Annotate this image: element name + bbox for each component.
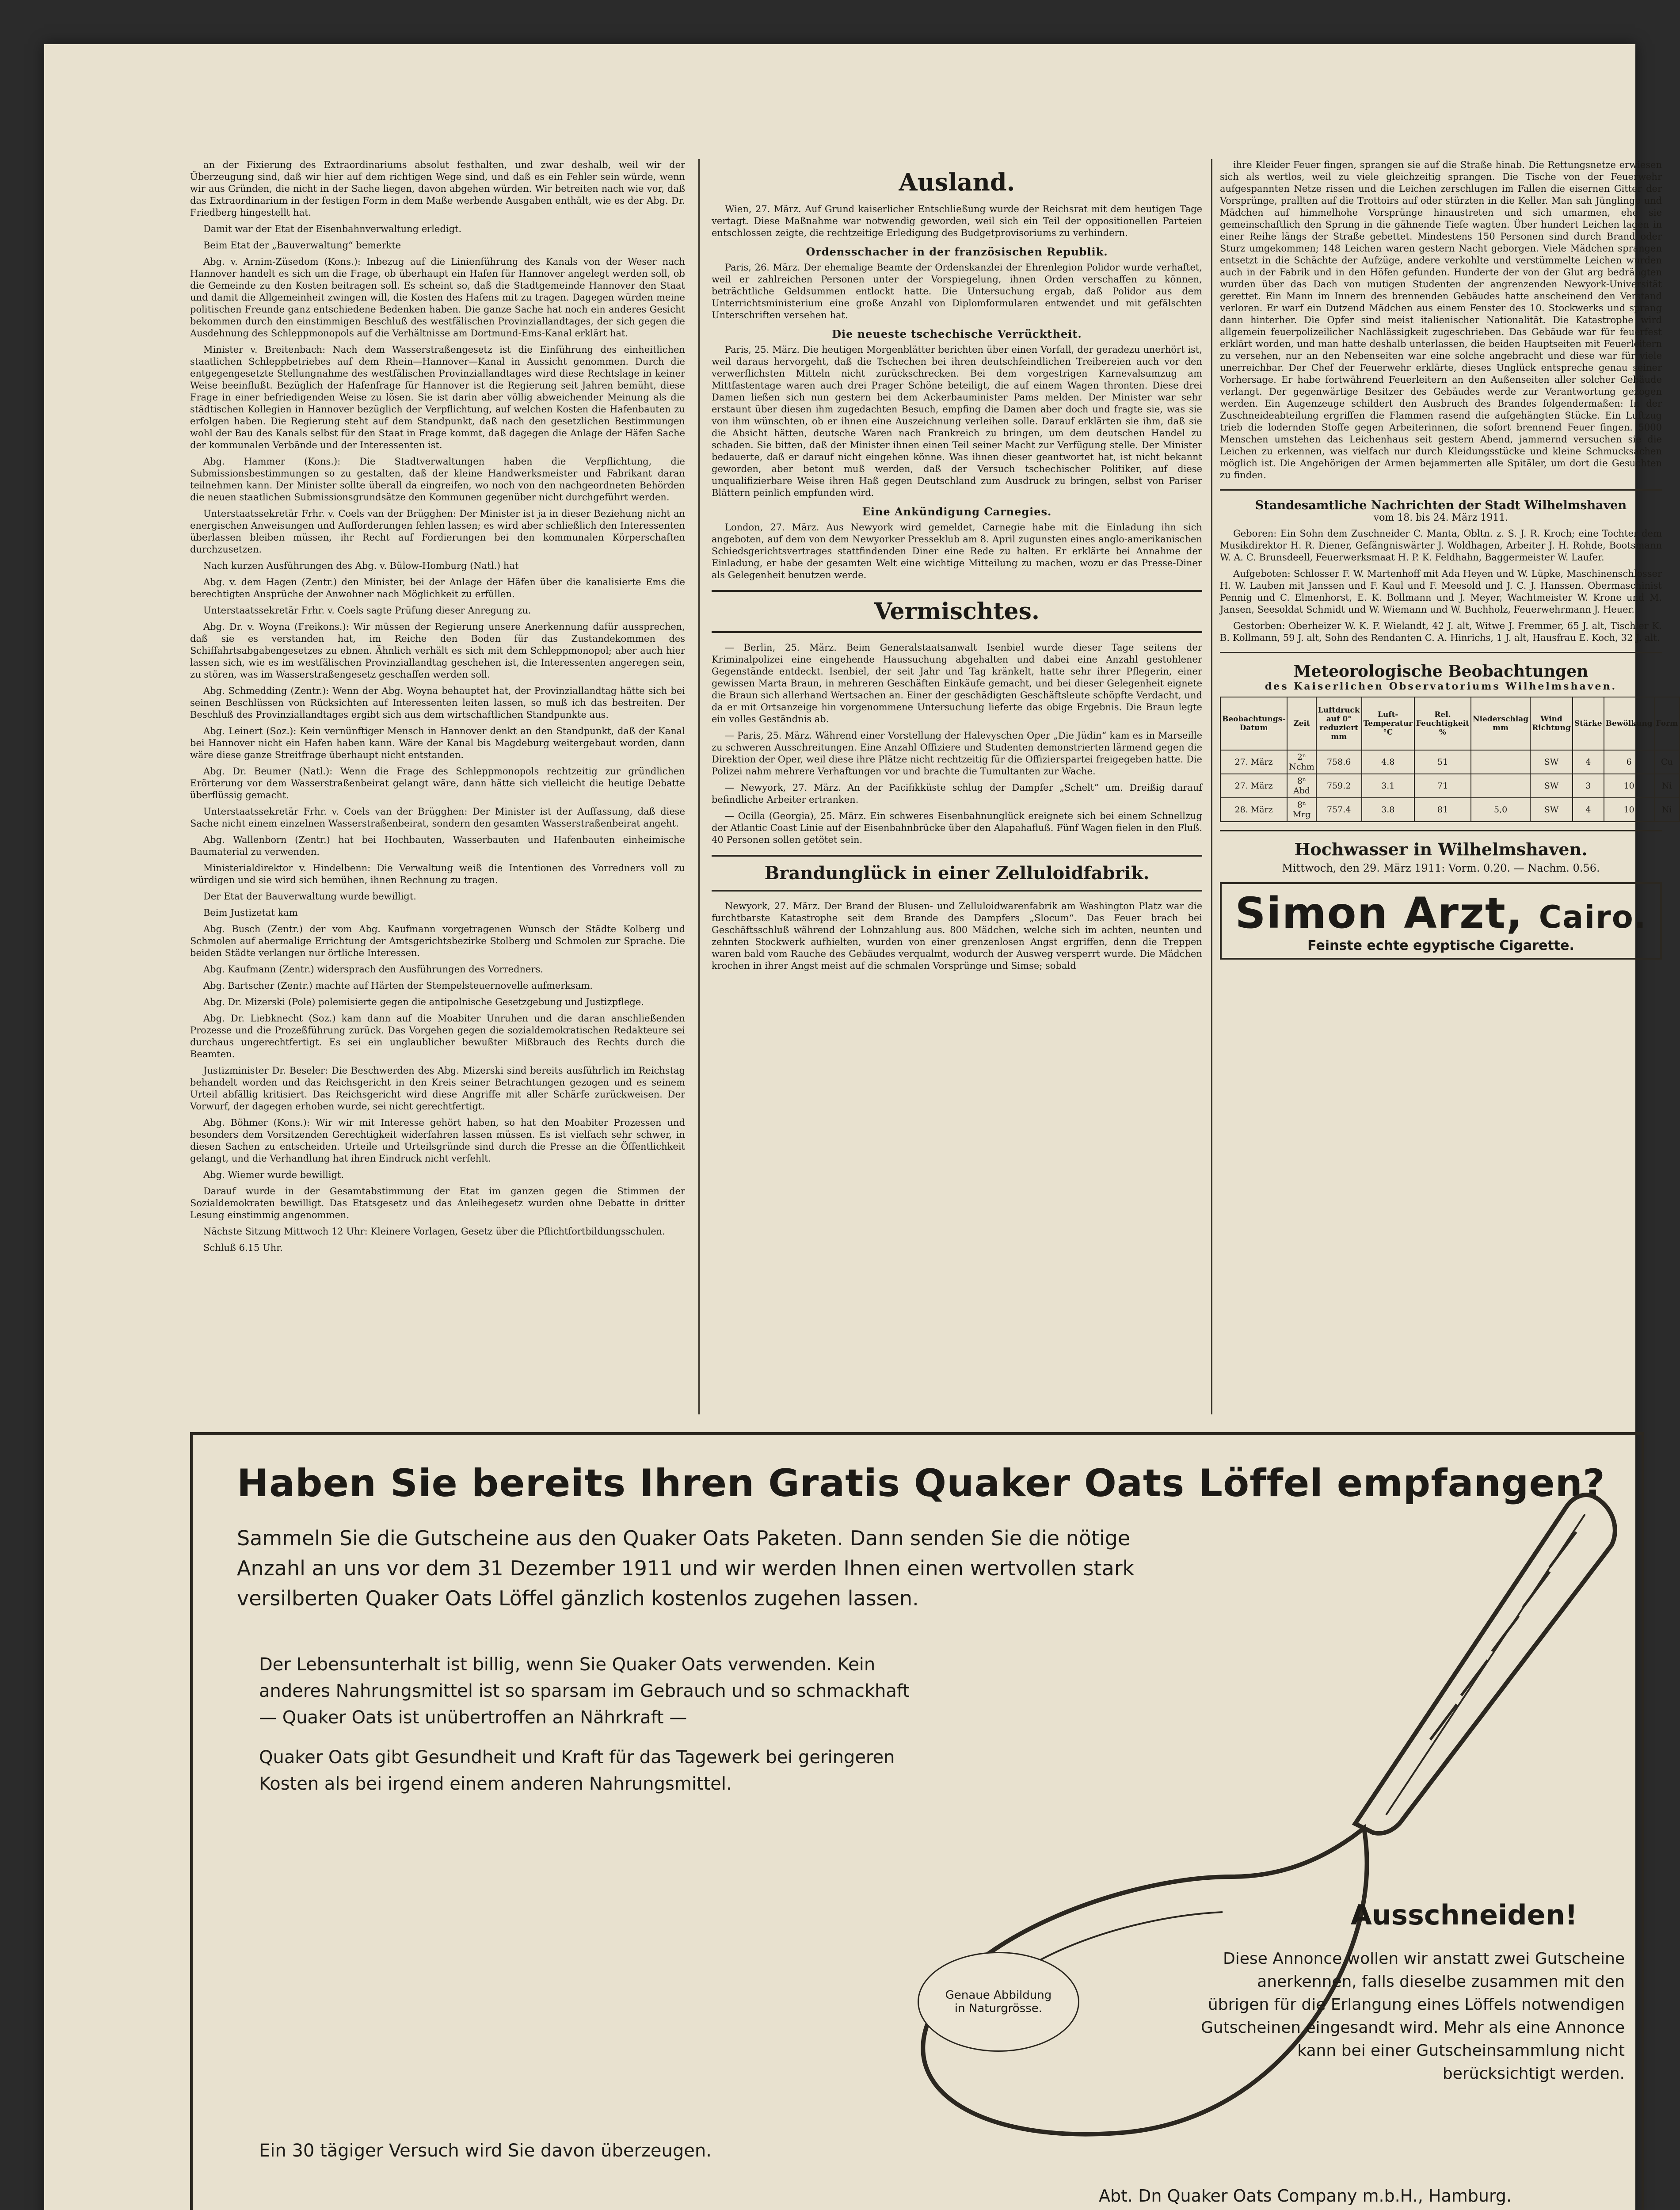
table-cell: 10 <box>1604 798 1654 822</box>
ad-body <box>259 1651 913 1810</box>
coupon-title: Ausschneiden! <box>1351 1899 1578 1931</box>
paragraph: Abg. Wallenborn (Zentr.) hat bei Hochbauten, Wasserbauten und Hafenbauten einheimische Baumaterial zu verwenden. <box>190 834 685 857</box>
table-cell: 28. März <box>1220 798 1287 822</box>
high-water-title: Hochwasser in Wilhelmshaven. <box>1294 839 1588 859</box>
divider <box>1220 652 1662 653</box>
paragraph: Abg. Hammer (Kons.): Die Stadtverwaltungen haben die Verpflichtung, die Submissionsbestimmungen so zu gestalten, daß der kleine Handwerksmeister und Fabrikant daran teilnehmen kann. Der Minister sollte überall da eingreifen, wo noch von den nachgeordneten Behörden die neuen staatlichen Submissionsgrundsätze den Kommunen gegenüber nicht durchgeführt werden. <box>190 456 685 503</box>
column-header: Beobachtungs-Datum <box>1220 697 1287 750</box>
weather-table <box>1220 697 1680 822</box>
paragraph: — Paris, 25. März. Während einer Vorstellung der Halevyschen Oper „Die Jüdin“ kam es in Marseille zu schweren Ausschreitungen. Eine Anzahl Offiziere und Studenten demonstrierten lärmend gegen die Direktion der Oper, weil diese ihre Plätze nicht rechtzeitig für die Offizierspartei freigegeben hatte. Die Polizei nahm mehrere Verhaftungen vor und brachte die Tumultanten zur Wache. <box>712 730 1202 777</box>
table-cell <box>1471 750 1530 774</box>
paragraph: London, 27. März. Aus Newyork wird gemeldet, Carnegie habe mit die Einladung ihn sich angeboten, auf dem von dem Newyorker Presseklub am 8. April zugunsten eines anglo-amerikanischen Schiedsgerichtsvertrages stattfindenden Diner eine Rede zu halten. Er erklärte bei Annahme der Einladung, er habe der gesamten Welt eine wichtige Mitteilung zu machen, wozu er das Presse-Diner als Gelegenheit benutzen werde. <box>712 522 1202 580</box>
table-cell: SW <box>1530 798 1573 822</box>
paragraph: Minister v. Breitenbach: Nach dem Wasserstraßengesetz ist die Einführung des einheitlichen staatlichen Schleppbetriebes auf dem Rhein—Hannover—Kanal in Aussicht genommen. Durch die entgegengesetzte Stellungnahme des westfälischen Provinziallandtages wird diese Rechtslage in keiner Weise beeinflußt. Bezüglich der Hafenfrage für Hannover ist die Regierung seit Jahren bemüht, diese Frage in einer befriedigenden Weise zu lösen. Sie ist darin aber völlig abweichender Meinung als die städtischen Kollegien in Hannover bezüglich der Verpflichtung, auf welchen Kosten die Hafenbauten zu erfolgen haben. Die Regierung steht auf dem Standpunkt, daß nach den gesetzlichen Bestimmungen wohl der Bau des Kanals selbst für den Staat in Frage kommt, daß dagegen die Anlage der Häfen Sache der kommunalen Verbände und der Interessenten ist. <box>190 344 685 450</box>
table-cell: Ni <box>1654 798 1680 822</box>
table-cell: 4 <box>1573 798 1604 822</box>
paragraph: Abg. Dr. Liebknecht (Soz.) kam dann auf die Moabiter Unruhen und die daran anschließenden Prozesse und die Prozeßführung zurück. Das Vorgehen gegen die sozialdemokratischen Redakteure sei durchaus ungerechtfertigt. Es sei ein unglaublicher bewußter Mißbrauch des Rechts durch die Beamten. <box>190 1013 685 1059</box>
table-cell: 8ⁿ Abd <box>1287 774 1316 798</box>
column-header: Wind Richtung <box>1530 697 1573 750</box>
paragraph: Abg. v. Arnim-Züsedom (Kons.): Inbezug auf die Linienführung des Kanals von der Weser nach Hannover handelt es sich um die Frage, ob überhaupt ein Hafen für Hannover angelegt werden soll, ob die Gemeinde zu den Kosten beitragen soll. Es scheint so, daß die Stadtgemeinde Hannover den Staat und damit die Allgemeinheit zwingen will, die Kosten des Hafens mit zu tragen. Dagegen würden meine politischen Freunde ganz entschiedene Bedenken haben. Die ganze Sache hat noch ein anderes Gesicht bekommen durch den einstimmigen Beschluß des westfälischen Provinziallandtages, der sich gegen die Ausdehnung des Schleppmonopols auf die Verhältnisse am Dortmund-Ems-Kanal erklärt hat. <box>190 256 685 339</box>
paragraph: Abg. Dr. v. Woyna (Freikons.): Wir müssen der Regierung unsere Anerkennung dafür aussprechen, daß sie es verstanden hat, im Reiche den Boden für das Zustandekommen des Schiffahrtsabgabengesetzes zu ebnen. Ähnlich verhält es sich mit dem Schleppmonopol; aber auch hier lassen sich, wie es im westfälischen Provinziallandtag geschehen ist, die Interessenten angeregen sein, zu stören, was im Wasserstraßengesetz geschaffen werden soll. <box>190 621 685 680</box>
table-cell: 3.1 <box>1362 774 1414 798</box>
paragraph: — Berlin, 25. März. Beim Generalstaatsanwalt Isenbiel wurde dieser Tage seitens der Kriminalpolizei eine eingehende Haussuchung abgehalten und dabei eine Anzahl gestohlener Gegenstände entdeckt. Isenbiel, der seit Jahr und Tag kränkelt, hatte sehr ihrer Pflegerin, einer gewissen Marta Braun, in mehreren Geschäften Einkäufe gemacht, und bei dieser Gelegenheit eignete die Braun sich allerhand Wertsachen an. Einer der geschädigten Geschäftsleute schöpfte Verdacht, und da er mit Ortsanzeige hin vorgenommene Untersuchung lieferte das obige Ergebnis. Die Braun legte ein volles Geständnis ab. <box>712 642 1202 724</box>
column-divider <box>1211 159 1212 1414</box>
ad-trial-line: Ein 30 tägiger Versuch wird Sie davon überzeugen. <box>259 2141 712 2161</box>
ad-paragraph: Der Lebensunterhalt ist billig, wenn Sie Quaker Oats verwenden. Kein anderes Nahrungsmittel ist so sparsam im Gebrauch und so schmackhaft — Quaker Oats ist unübertroffen an Nährkraft — <box>259 1654 910 1728</box>
paragraph: Abg. Dr. Beumer (Natl.): Wenn die Frage des Schleppmonopols rechtzeitig zur gründlichen Erörterung vor dem Wasserstraßenbeirat gelangt wäre, dann hätte sich vielleicht die heutige Debatte überflüssig gemacht. <box>190 766 685 800</box>
paragraph: Unterstaatssekretär Frhr. v. Coels van der Brügghen: Der Minister ist der Auffassung, daß diese Sache nicht einem einzelnen Wasserstraßenbeirat, sondern den gesamten Wasserstraßenbeirat angeht. <box>190 806 685 829</box>
paragraph: Abg. Dr. Mizerski (Pole) polemisierte gegen die antipolnische Gesetzgebung und Justizpflege. <box>203 997 644 1007</box>
column-header: Bewölkung <box>1604 697 1654 750</box>
high-water-times: Mittwoch, den 29. März 1911: Vorm. 0.20. — Nachm. 0.56. <box>1282 862 1600 874</box>
paragraph: Abg. Kaufmann (Zentr.) widersprach den Ausführungen des Vorredners. <box>203 964 543 975</box>
subheading: Ordensschacher in der französischen Republik. <box>806 245 1108 258</box>
column-header: Niederschlag mm <box>1471 697 1530 750</box>
paragraph: Justizminister Dr. Beseler: Die Beschwerden des Abg. Mizerski sind bereits ausführlich im Reichstag behandelt worden und das Reichsgericht in den Kreis seiner Betrachtungen gezogen und es seinem Urteil abfällig kritisiert. Das Reichsgericht wird diese Angriffe mit aller Schärfe zurückweisen. Der Vorwurf, der dagegen erhoben wurde, sei nicht gerechtfertigt. <box>190 1065 685 1112</box>
paragraph: Nächste Sitzung Mittwoch 12 Uhr: Kleinere Vorlagen, Gesetz über die Pflichtfortbildungsschulen. <box>203 1226 665 1237</box>
table-cell: 4 <box>1573 750 1604 774</box>
paragraph: Unterstaatssekretär Frhr. v. Coels sagte Prüfung dieser Anregung zu. <box>203 605 531 616</box>
table-cell: Cu <box>1654 750 1680 774</box>
paragraph: — Ocilla (Georgia), 25. März. Ein schweres Eisenbahnunglück ereignete sich bei einem Schnellzug der Atlantic Coast Linie auf der Eisenbahnbrücke über den Alapahafluß. Fünf Wagen fielen in den Fluß. 40 Personen sollen getötet sein. <box>712 811 1202 845</box>
table-cell: 5,0 <box>1471 798 1530 822</box>
table-cell: 758.6 <box>1316 750 1362 774</box>
paragraph: Abg. Böhmer (Kons.): Wir wir mit Interesse gehört haben, so hat den Moabiter Prozessen und besonders dem Vorsitzenden Gerechtigkeit widerfahren lassen müssen. Es ist vielfach sehr schwer, in diesen Sachen zu entscheiden. Urteile und Urteilsgründe sind durch die Presse an die Öffentlichkeit gelangt, und die Verhandlung hat ihren Eindruck nicht verfehlt. <box>190 1117 685 1164</box>
divider <box>1220 830 1662 831</box>
table-cell: 10 <box>1604 774 1654 798</box>
table-header-row <box>1220 697 1680 750</box>
table-cell: 3 <box>1573 774 1604 798</box>
column-parliament-report <box>190 159 685 1406</box>
paragraph: Abg. v. dem Hagen (Zentr.) den Minister, bei der Anlage der Häfen über die kanalisierte Ems die berechtigten Ansprüche der Anwohner nach Möglichkeit zu erfüllen. <box>190 577 685 599</box>
table-cell: SW <box>1530 774 1573 798</box>
table-cell: 27. März <box>1220 774 1287 798</box>
table-cell: 4.8 <box>1362 750 1414 774</box>
paragraph: Paris, 26. März. Der ehemalige Beamte der Ordenskanzlei der Ehrenlegion Polidor wurde verhaftet, weil er zahlreichen Personen unter der Vorspiegelung, ihnen Orden verschaffen zu können, beträchtliche Geldsummen entlockt hatte. Die Untersuchung ergab, daß Polidor aus dem Unterrichtsministerium eine große Anzahl von Diplomformularen entwendet und mit gefälschten Unterschriften versehen hat. <box>712 262 1202 320</box>
registry-paragraph: Geboren: Ein Sohn dem Zuschneider C. Manta, Obltn. z. S. J. R. Kroch; eine Tochter dem Musikdirektor H. R. Diener, Gefängniswärter J. Woldhagen, Arbeiter J. H. Rohde, Bootsmann W. A. C. Brunsdeell, Feuerwerksmaat H. P. K. Feldhahn, Baggermeister W. Laufer. <box>1220 528 1662 563</box>
paragraph: Abg. Schmedding (Zentr.): Wenn der Abg. Woyna behauptet hat, der Provinziallandtag hätte sich bei seinen Beschlüssen von Rücksichten auf Interessenten leiten lassen, so muß ich das bestreiten. Der Beschluß des Provinziallandtages ergibt sich aus dem wirtschaftlichen Standpunkte aus. <box>190 686 685 720</box>
ad-company: Abt. Dn Quaker Oats Company m.b.H., Hamburg. <box>1099 2186 1512 2206</box>
caption-line: in Naturgrösse. <box>954 2002 1043 2015</box>
column-header: Zeit <box>1287 697 1316 750</box>
ad-headline: Haben Sie bereits Ihren Gratis Quaker Oats Löffel empfangen? <box>237 1461 1605 1505</box>
registry-title: Standesamtliche Nachrichten der Stadt Wilhelmshaven <box>1255 499 1627 512</box>
column-header: Luft-Temperatur °C <box>1362 697 1414 750</box>
column-local-news <box>1220 159 1678 1406</box>
section-title-brand: Brandunglück in einer Zelluloidfabrik. <box>712 855 1202 892</box>
table-cell: 759.2 <box>1316 774 1362 798</box>
paragraph: Ministerialdirektor v. Hindelbenn: Die Verwaltung weiß die Intentionen des Vorredners voll zu würdigen und sie wird sich bemühen, ihnen Rechnung zu tragen. <box>190 863 685 885</box>
table-cell: 3.8 <box>1362 798 1414 822</box>
ad-intro: Sammeln Sie die Gutscheine aus den Quaker Oats Paketen. Dann senden Sie die nötige Anzahl an uns vor dem 31 Dezember 1911 und wir werden Ihnen einen wertvollen stark versilberten Quaker Oats Löffel gänzlich kostenlos zugehen lassen. <box>237 1526 1135 1610</box>
spoon-caption <box>918 1952 1079 2052</box>
table-cell: 81 <box>1414 798 1471 822</box>
paragraph: Abg. Wiemer wurde bewilligt. <box>203 1170 344 1180</box>
column-header: Stärke <box>1573 697 1604 750</box>
paragraph: ihre Kleider Feuer fingen, sprangen sie auf die Straße hinab. Die Rettungsnetze erwiesen sich als wertlos, weil zu viele gleichzeitig sprangen. Die Tische von der Feuerwehr aufgespannten Netze rissen und die Leichen zerschlugen im Fallen die eisernen Gitter der Vorsprünge, prallten auf die Trottoirs auf oder stürzten in die Keller. Man sah Jünglinge und Mädchen auf himmelhohe Vorsprünge hinaustreten und sich umarmen, ehe sie gemeinschaftlich den Sprung in die gähnende Tiefe wagten. Über hundert Leichen lagen in einer Reihe längs der Straße gebettet. Mindestens 150 Personen sind durch Brand oder Sturz umgekommen; 148 Leichen waren gestern Nacht geborgen. Viele Mädchen sprangen entsetzt in die Schächte der Aufzüge, andere verkohlte und verstümmelte Leichen wurden auch in der Fabrik und in den Höfen gefunden. Hunderte der von der Glut arg bedrängten wurden über das Dach von mutigen Studenten der angrenzenden Newyork-Universität gerettet. Ein Mann im Innern des brennenden Gebäudes hatte anscheinend den Verstand verloren. Er warf ein Dutzend Mädchen aus einem Fenster des 10. Stockwerks und sprang dann hinterher. Die Opfer sind meist italienischer Nationalität. Die Katastrophe wird allgemein feuerpolizeilicher Nachlässigkeit zugeschrieben. Das Gebäude war für feuerfest erklärt worden, und man hatte deshalb unterlassen, die beiden Hauptseiten mit Feuerleitern zu versehen, nur an den Nebenseiten war eine solche angebracht und diese war für viele unerreichbar. Der Chef der Feuerwehr erklärte, dieses Unglück entspreche genau seiner Vorhersage. Er habe fortwährend Feuerleitern an den Außenseiten aller solcher Gebäude verlangt. Der gegenwärtige Besitzer des Gebäudes werde zur Verantwortung gezogen werden. Ein Augenzeuge schildert den Ausbruch des Brandes folgendermaßen: In der Zuschneideabteilung ergriffen die Flammen rasend die aufgehängten Stücke. Ein Luftzug trieb die lodernden Stoffe gegen Arbeiterinnen, die sofort brennend Feuer fingen. 5000 Menschen umstehen das Leichenhaus seit gestern Abend, jammernd versuchen sie die Leichen zu erkennen, was vielfach nur durch Kleidungsstücke und kleine Schmucksachen möglich ist. Die Angehörigen der Armen bejammerten alle Spitäler, um dort die Gesuchten zu finden. <box>1220 160 1662 480</box>
paragraph: Newyork, 27. März. Der Brand der Blusen- und Zelluloidwarenfabrik am Washington Platz war die furchtbarste Katastrophe seit dem Brande des Dampfers „Slocum“. Das Feuer brach bei Geschäftsschluß während der Lohnzahlung aus. 800 Mädchen, welche sich im achten, neunten und zehnten Stockwerk aufhielten, wurden von einer grenzenlosen Angst ergriffen, denn die Treppen waren bald vom Rauche des Gebäudes verqualmt, wodurch der Ausweg versperrt wurde. Die Mädchen krochen in ihrer Angst meist auf die schmalen Vorsprünge und Simse; sobald <box>712 901 1202 971</box>
paragraph: Paris, 25. März. Die heutigen Morgenblätter berichten über einen Vorfall, der geradezu unerhört ist, weil daraus hervorgeht, daß die Tschechen bei ihren deutschfeindlichen Treibereien auch vor den verwerflichsten Mitteln nicht zurückschrecken. Bei dem vorgestrigen Karnevalsumzug am Mittfastentage waren auch drei Prager Schöne beteiligt, die auf einem Wagen thronten. Diese drei Damen ließen sich nun gestern bei dem Ackerbauminister Pams melden. Der Minister war sehr erstaunt über diesen ihm zugedachten Besuch, empfing die Damen aber doch und fragte sie, was sie von ihm wünschten, ob er ihnen eine Auszeichnung verleihen solle. Darauf erklärten sie ihm, daß sie die Absicht hätten, deutsche Waren nach Frankreich zu bringen, um dem deutschen Handel zu schaden. Sie bitten, daß der Minister ihnen einen Teil seiner Macht zur Verfügung stelle. Der Minister bedauerte, daß er darauf nicht eingehen könne. Was ihnen dieser geantwortet hat, ist nicht bekannt geworden, aber betont muß werden, daß der Versuch tschechischer Politiker, auf diese unqualifizierbare Weise ihren Haß gegen Deutschland zum Ausdruck zu bringen, selbst von Pariser Blättern peinlich empfunden wird. <box>712 344 1202 498</box>
table-row <box>1220 798 1680 822</box>
column-header: Luftdruck auf 0° reduziert mm <box>1316 697 1362 750</box>
weather-subtitle: des Kaiserlichen Observatoriums Wilhelmshaven. <box>1265 681 1617 692</box>
table-cell: 757.4 <box>1316 798 1362 822</box>
paragraph: Darauf wurde in der Gesamtabstimmung der Etat im ganzen gegen die Stimmen der Sozialdemokraten bewilligt. Das Etatsgesetz und das Anleihegesetz wurden ohne Debatte in dritter Lesung einstimmig angenommen. <box>190 1186 685 1220</box>
simon-arzt-brand <box>1226 888 1656 938</box>
paragraph: — Newyork, 27. März. An der Pacifikküste schlug der Dampfer „Schelt“ um. Dreißig darauf befindliche Arbeiter ertranken. <box>712 782 1202 805</box>
paragraph: Beim Etat der „Bauverwaltung“ bemerkte <box>203 240 401 251</box>
column-divider <box>698 159 700 1414</box>
divider <box>1220 489 1662 491</box>
table-cell: 71 <box>1414 774 1471 798</box>
section-title-vermischtes: Vermischtes. <box>712 590 1202 633</box>
newspaper-page <box>44 44 1678 2210</box>
table-cell <box>1471 774 1530 798</box>
paragraph: Abg. Leinert (Soz.): Kein vernünftiger Mensch in Hannover denkt an den Standpunkt, daß der Kanal bei Hannover nicht ein Hafen haben kann. Wäre der Kanal bis Magdeburg weitergebaut worden, dann wäre diese ganze Streitfrage überhaupt nicht entstanden. <box>190 726 685 760</box>
section-title-ausland: Ausland. <box>899 168 1015 196</box>
paragraph: Schluß 6.15 Uhr. <box>203 1242 283 1253</box>
ad-paragraph: Quaker Oats gibt Gesundheit und Kraft für das Tagewerk bei geringeren Kosten als bei irgend einem anderen Nahrungsmittel. <box>259 1747 895 1794</box>
simon-arzt-ad <box>1220 882 1662 960</box>
caption-line: Genaue Abbildung <box>945 1989 1052 2002</box>
paragraph: Abg. Busch (Zentr.) der vom Abg. Kaufmann vorgetragenen Wunsch der Städte Kolberg und Schmolen auf abermalige Errichtung der Amtsgerichtsbezirke Stolberg und Schmolen zur Sprache. Die beiden Städte verlangen nur örtliche Interessen. <box>190 924 685 958</box>
paragraph: Der Etat der Bauverwaltung wurde bewilligt. <box>203 891 416 902</box>
table-cell: 27. März <box>1220 750 1287 774</box>
weather-title: Meteorologische Beobachtungen <box>1293 662 1589 681</box>
paragraph: Abg. Bartscher (Zentr.) machte auf Härten der Stempelsteuernovelle aufmerksam. <box>203 980 593 991</box>
quaker-oats-advertisement <box>190 1432 1644 2210</box>
paragraph: Nach kurzen Ausführungen des Abg. v. Bülow-Homburg (Natl.) hat <box>203 560 519 571</box>
coupon-text: Diese Annonce wollen wir anstatt zwei Gutscheine anerkennen, falls dieselbe zusammen mit den übrigen für die Erlangung eines Löffels notwendigen Gutscheinen eingesandt wird. Mehr als eine Annonce kann bei einer Gutscheinsammlung nicht berücksichtigt werden. <box>1200 1950 1625 2083</box>
registry-date-range: vom 18. bis 24. März 1911. <box>1373 512 1509 523</box>
table-cell: Ni <box>1654 774 1680 798</box>
table-cell: 2ⁿ Nchm <box>1287 750 1316 774</box>
simon-arzt-tagline: Feinste echte egyptische Cigarette. <box>1307 938 1574 953</box>
table-row <box>1220 774 1680 798</box>
registry-paragraph: Aufgeboten: Schlosser F. W. Martenhoff mit Ada Heyen und W. Lüpke, Maschinenschlosser H. W. Lauben mit Janssen und F. Kaul und F. Meesold und J. C. J. Hanssen. Obermaschinist Pennig und C. Elmenhorst, E. K. Bollmann und J. Meyer, Wachtmeister W. Krone und M. Jansen, Seesoldat Schmidt und W. Wiemann und W. Buchholz, Feuerwehrmann J. Heuer. <box>1220 568 1662 615</box>
paragraph: Beim Justizetat kam <box>203 907 298 918</box>
column-foreign-news <box>712 159 1202 1406</box>
paragraph: Unterstaatssekretär Frhr. v. Coels van der Brügghen: Der Minister ist ja in dieser Beziehung nicht an energischen Anweisungen und Aufforderungen fehlen lassen; es wird aber schließlich den Interessenten überlassen bleiben müssen, ihr Recht auf Fordierungen bei den kommunalen Körperschaften durchzusetzen. <box>190 508 685 555</box>
paragraph: Damit war der Etat der Eisenbahnverwaltung erledigt. <box>203 224 462 234</box>
subheading: Eine Ankündigung Carnegies. <box>862 505 1052 518</box>
column-header: Form <box>1654 697 1680 750</box>
brand-name: Simon Arzt, <box>1235 888 1524 938</box>
registry-paragraph: Gestorben: Oberheizer W. K. F. Wielandt, 42 J. alt, Witwe J. Fremmer, 65 J. alt, Tischler K. B. Kollmann, 59 J. alt, Sohn des Rendanten C. A. Hinrichs, 1 J. alt, Hausfrau E. Koch, 32 J. alt. <box>1220 621 1662 643</box>
table-row <box>1220 750 1680 774</box>
brand-city: Cairo. <box>1539 899 1647 935</box>
table-cell: 6 <box>1604 750 1654 774</box>
table-cell: SW <box>1530 750 1573 774</box>
paragraph: Wien, 27. März. Auf Grund kaiserlicher Entschließung wurde der Reichsrat mit dem heutigen Tage vertagt. Diese Maßnahme war notwendig geworden, weil sich ein Teil der oppositionellen Parteien entschlossen zeigte, die rechtzeitige Erledigung des Budgetprovisoriums zu verhindern. <box>712 204 1202 238</box>
table-cell: 8ⁿ Mrg <box>1287 798 1316 822</box>
paragraph: an der Fixierung des Extraordinariums absolut festhalten, und zwar deshalb, weil wir der Überzeugung sind, daß wir hier auf dem richtigen Wege sind, und daß es ein Fehler sein würde, wenn wir aus Gründen, die nicht in der Sache liegen, davon abgehen würden. Wir betreiten nach wie vor, daß das Extraordinarium in der festigen Form in dem Maße werbende Ausgaben enthält, wie es der Abg. Dr. Friedberg hingestellt hat. <box>190 160 685 218</box>
subheading: Die neueste tschechische Verrücktheit. <box>832 328 1082 340</box>
column-header: Rel. Feuchtigkeit % <box>1414 697 1471 750</box>
table-cell: 51 <box>1414 750 1471 774</box>
